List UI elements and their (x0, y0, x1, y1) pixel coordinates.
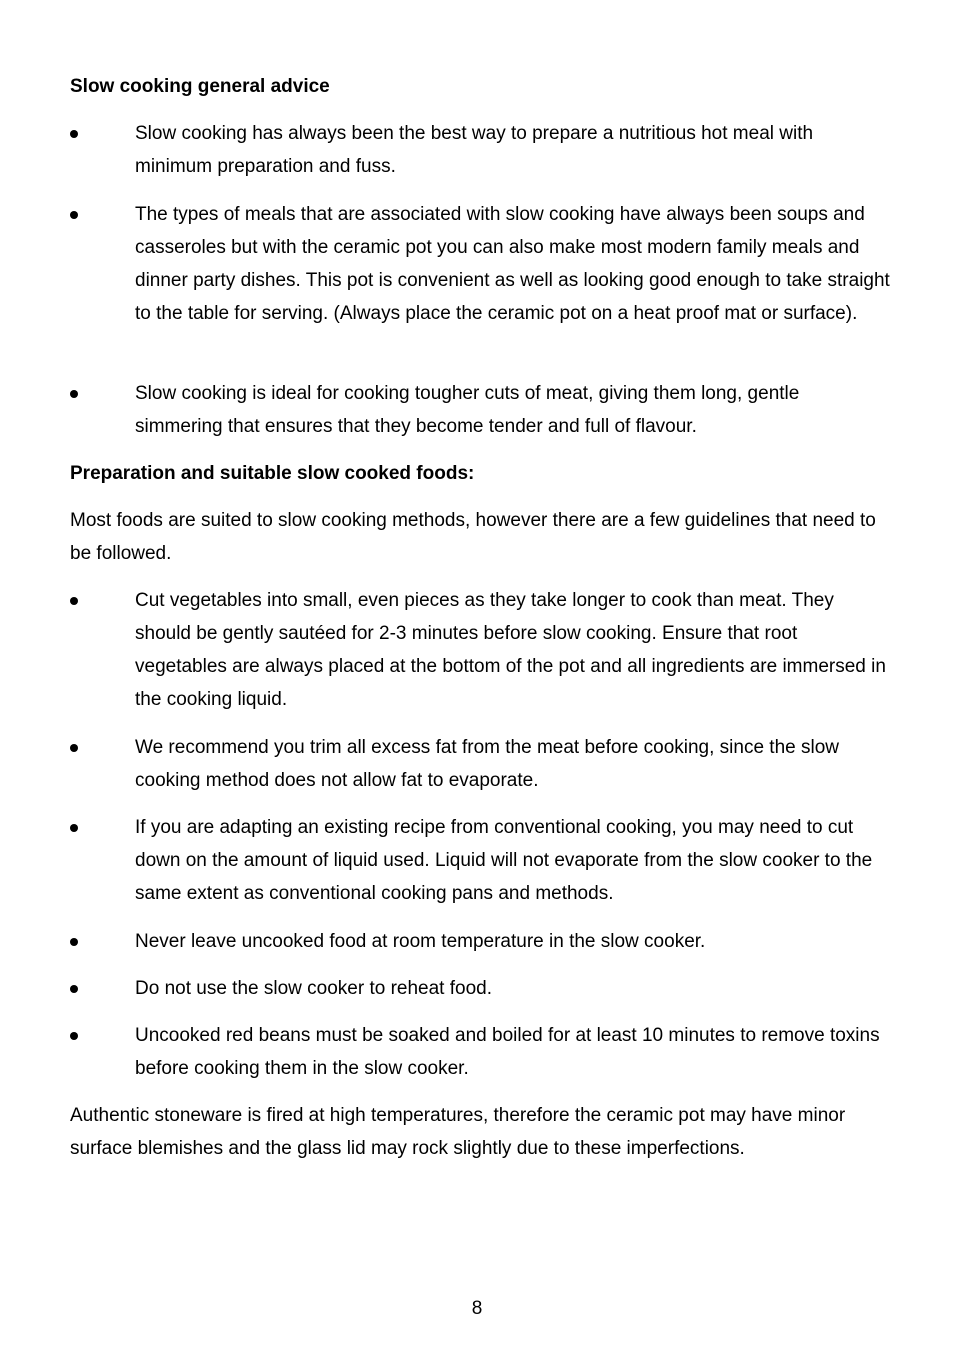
section-heading-preparation: Preparation and suitable slow cooked foods: (70, 463, 475, 484)
page-number: 8 (471, 1298, 483, 1319)
bullet-icon (70, 390, 78, 398)
bullet-icon (70, 130, 78, 138)
bullet-icon (70, 744, 78, 752)
section-heading-general-advice: Slow cooking general advice (70, 76, 330, 97)
closing-paragraph: Authentic stoneware is fired at high temperatures, therefore the ceramic pot may have minor surface blemishes and the glass lid may rock slightly due to these imperfections. (70, 1105, 846, 1159)
list-item-text: If you are adapting an existing recipe from conventional cooking, you may need to cut down on the amount of liquid used. Liquid will not evaporate from the slow cooker to the same extent as conventional cooking pans and methods. (135, 817, 873, 904)
list-item-text: The types of meals that are associated with slow cooking have always been soups and casseroles but with the ceramic pot you can also make most modern family meals and dinner party dishes. This pot is convenient as well as looking good enough to take straight to the table for serving. (Always place the ceramic pot on a heat proof mat or surface). (135, 204, 890, 324)
bullet-icon (70, 938, 78, 946)
list-item-text: Never leave uncooked food at room temperature in the slow cooker. (135, 931, 706, 952)
bullet-icon (70, 211, 78, 219)
list-item-text: Cut vegetables into small, even pieces as they take longer to cook than meat. They should be gently sautéed for 2-3 minutes before slow cooking. Ensure that root vegetables are always placed at the bottom of the pot and all ingredients are immersed in the cooking liquid. (135, 590, 886, 710)
list-item-text: Slow cooking has always been the best way to prepare a nutritious hot meal with minimum preparation and fuss. (135, 123, 814, 177)
list-item-text: Do not use the slow cooker to reheat food. (135, 978, 492, 999)
bullet-icon (70, 985, 78, 993)
list-item-text: Slow cooking is ideal for cooking tougher cuts of meat, giving them long, gentle simmering that ensures that they become tender and full of flavour. (135, 383, 800, 437)
bullet-icon (70, 597, 78, 605)
intro-paragraph: Most foods are suited to slow cooking methods, however there are a few guidelines that need to be followed. (70, 510, 876, 564)
list-item-text: We recommend you trim all excess fat from the meat before cooking, since the slow cooking method does not allow fat to evaporate. (135, 737, 840, 791)
bullet-icon (70, 824, 78, 832)
list-item-text: Uncooked red beans must be soaked and boiled for at least 10 minutes to remove toxins before cooking them in the slow cooker. (135, 1025, 880, 1079)
bullet-icon (70, 1032, 78, 1040)
